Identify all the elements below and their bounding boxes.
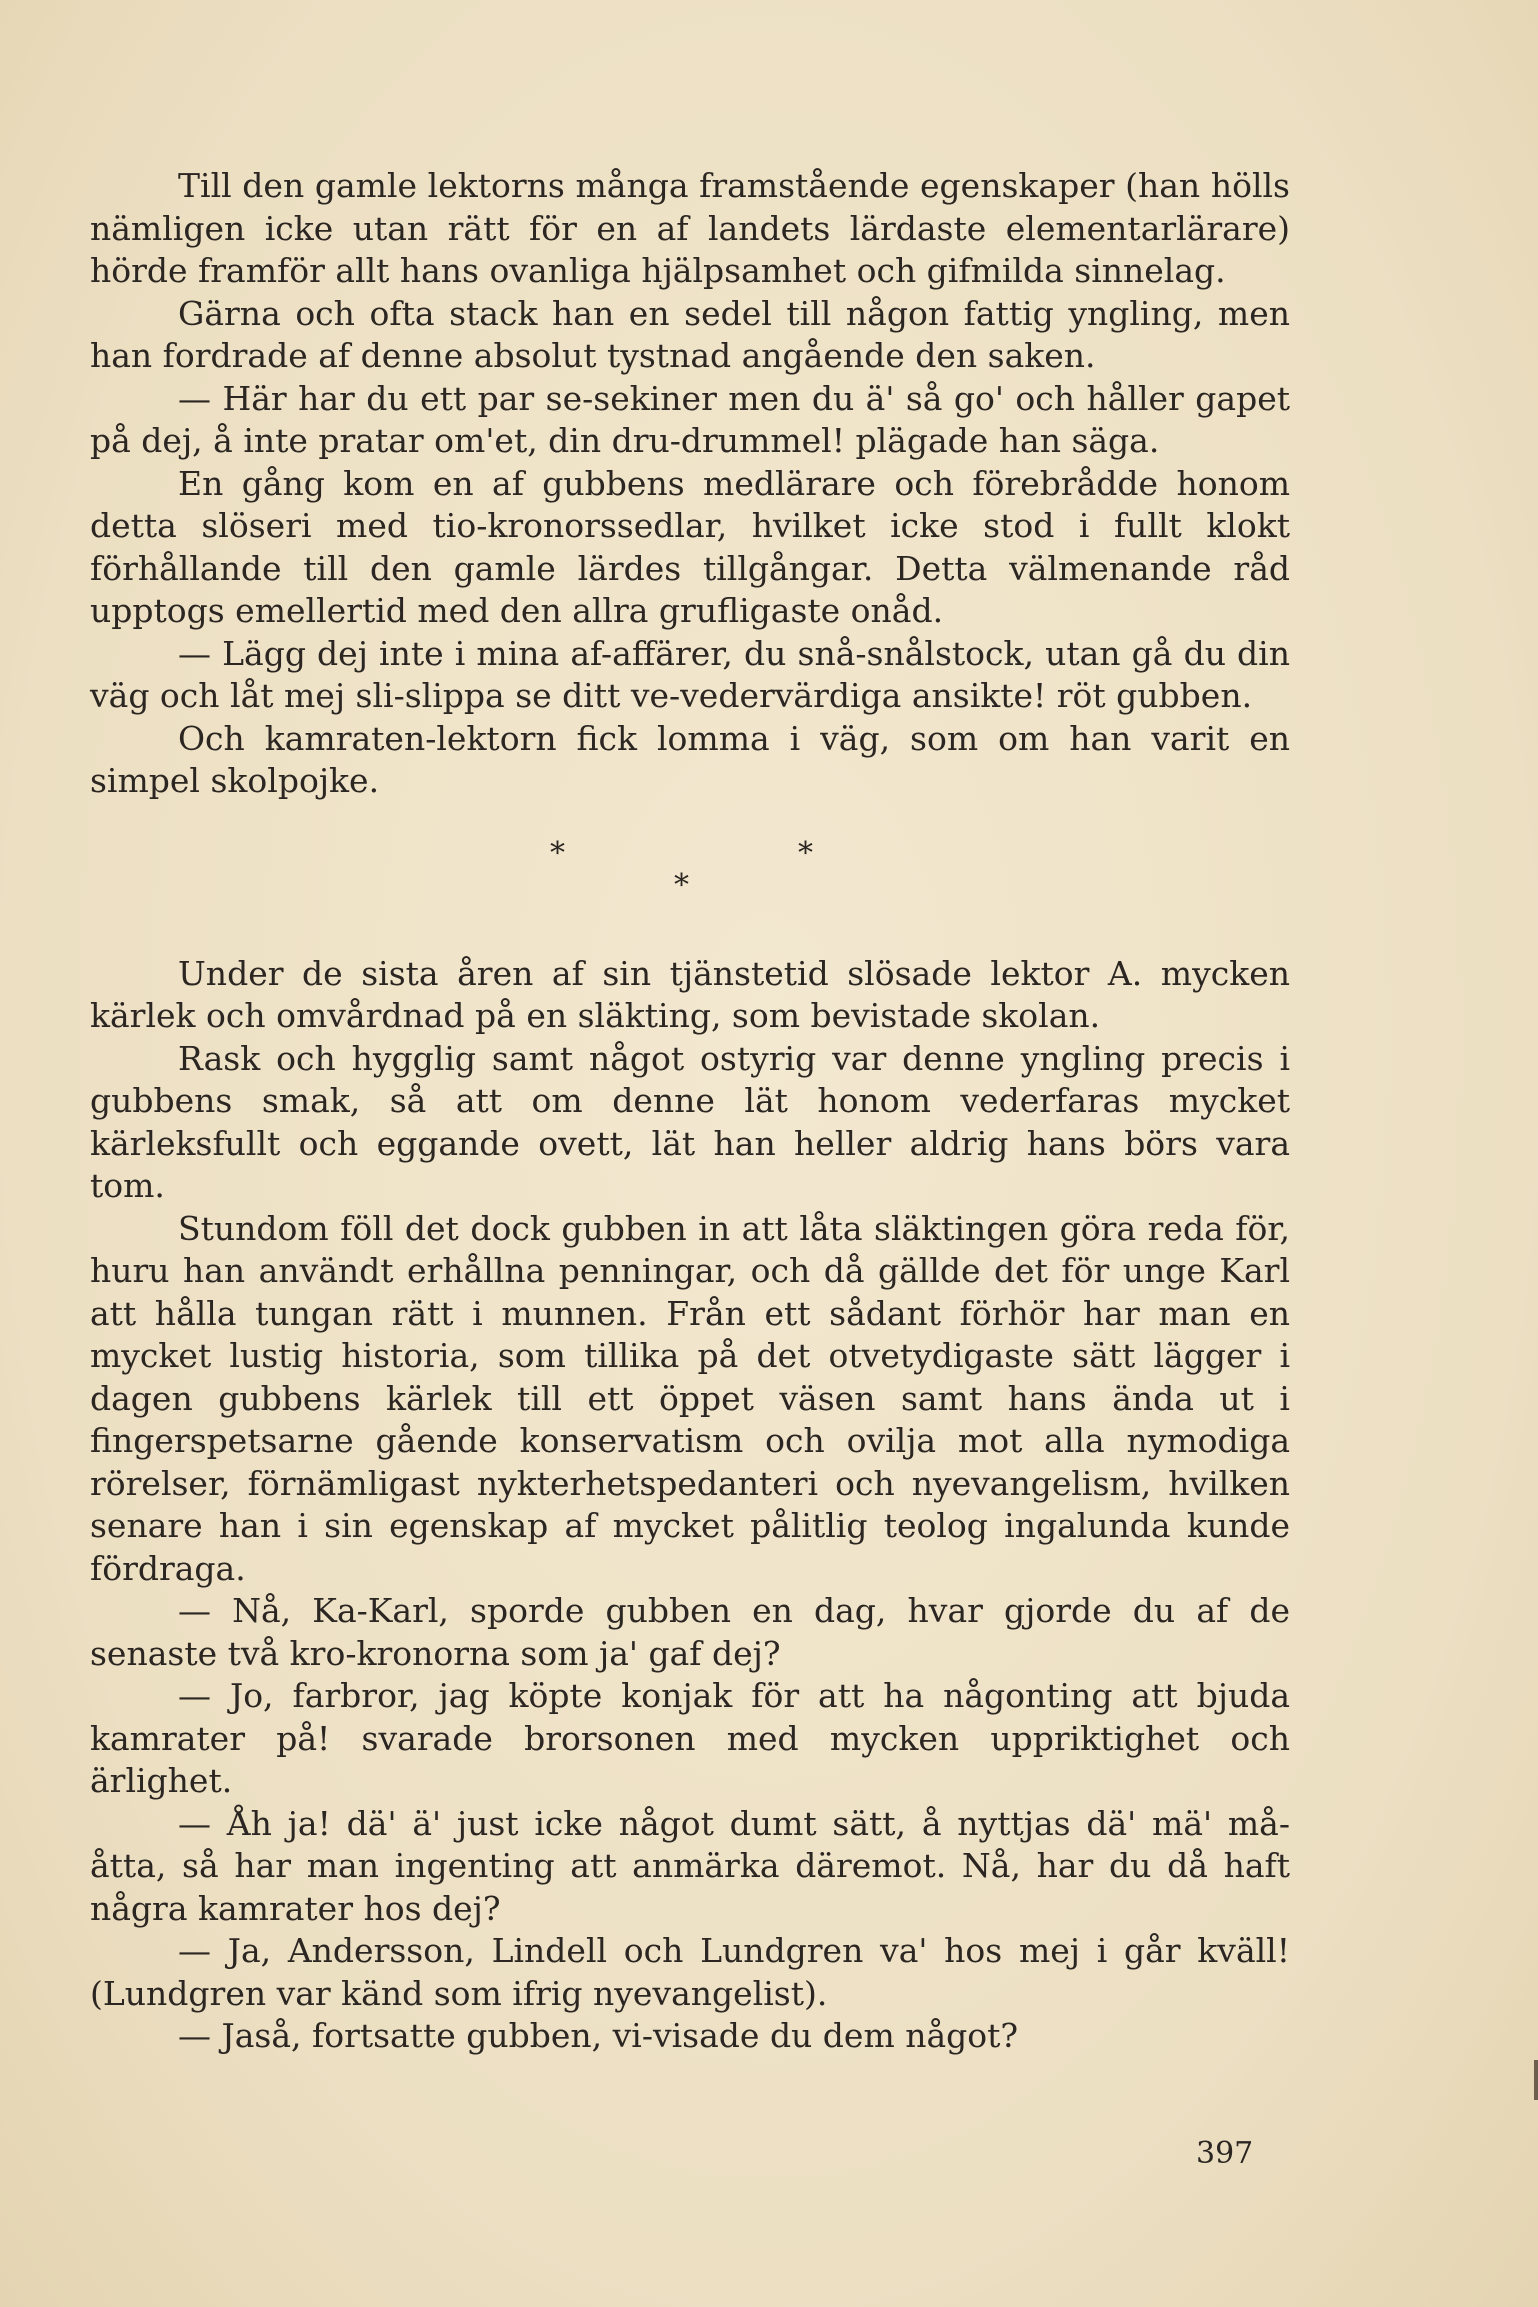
paragraph: Stundom föll det dock gubben in att låta släktingen göra reda för, huru han användt erhållna penningar, och då gällde det för unge Karl att hålla tungan rätt i munnen. Från ett sådant förhör har man en mycket lustig historia, som tillika på det otvetydigaste sätt lägger i dagen gubbens kärlek till ett öppet väsen samt hans ända ut i fingerspetsarne gående konservatism och ovilja mot alla nymodiga rörelser, förnämligast nykterhetspedanteri och nyevangelism, hvilken senare han i sin egenskap af mycket pålitlig teolog ingalunda kunde fördraga. <box>90 1208 1290 1588</box>
paragraph: Rask och hygglig samt något ostyrig var denne yngling precis i gubbens smak, så att om denne lät honom vederfaras mycket kärleksfullt och eggande ovett, lät han heller aldrig hans börs vara tom. <box>90 1038 1290 1205</box>
paragraph: — Nå, Ka-Karl, sporde gubben en dag, hvar gjorde du af de senaste två kro-kronorna som ja' gaf dej? <box>90 1591 1290 1673</box>
page-number: 397 <box>1196 2136 1254 2171</box>
paragraph: — Jo, farbror, jag köpte konjak för att ha någonting att bjuda kamrater på! svarade brorsonen med mycken uppriktighet och ärlighet. <box>90 1676 1290 1800</box>
paragraph: — Lägg dej inte i mina af-affärer, du snå-snålstock, utan gå du din väg och låt mej sli-slippa se ditt ve-vedervärdiga ansikte! röt gubben. <box>90 633 1290 715</box>
paragraph: Till den gamle lektorns många framstående egenskaper (han hölls nämligen icke utan rätt för en af landets lärdaste elementarlärare) hörde framför allt hans ovanliga hjälpsamhet och gifmilda sinnelag. <box>90 166 1290 290</box>
paragraph: — Åh ja! dä' ä' just icke något dumt sätt, å nyttjas dä' mä' må-åtta, så har man ingenting att anmärka däremot. Nå, har du då haft några kamrater hos dej? <box>90 1803 1290 1928</box>
asterisk: * <box>798 835 813 871</box>
asterisk: * <box>674 867 689 903</box>
paragraph: Gärna och ofta stack han en sedel till någon fattig yngling, men han fordrade af denne absolut tystnad angående den saken. <box>90 293 1290 375</box>
paragraph: — Här har du ett par se-sekiner men du ä' så go' och håller gapet på dej, å inte pratar om'et, din dru-drummel! plägade han säga. <box>90 378 1290 460</box>
paragraph: — Ja, Andersson, Lindell och Lundgren va' hos mej i går kväll! (Lundgren var känd som ifrig nyevangelist). <box>90 1931 1290 2013</box>
section-separator <box>90 803 1290 953</box>
paragraph: — Jaså, fortsatte gubben, vi-visade du dem något? <box>178 2016 1019 2055</box>
paragraph: En gång kom en af gubbens medlärare och förebrådde honom detta slöseri med tio-kronorssedlar, hvilket icke stod i fullt klokt förhållande till den gamle lärdes tillgångar. Detta välmenande råd upptogs emellertid med den allra grufligaste onåd. <box>90 463 1290 630</box>
asterisk: * <box>550 835 565 871</box>
body-text <box>90 165 1290 2058</box>
paragraph: Under de sista åren af sin tjänstetid slösade lektor A. mycken kärlek och omvårdnad på en släkting, som bevistade skolan. <box>90 953 1290 1035</box>
paragraph: Och kamraten-lektorn fick lomma i väg, som om han varit en simpel skolpojke. <box>90 718 1290 800</box>
page-edge-mark <box>1534 2060 1538 2100</box>
